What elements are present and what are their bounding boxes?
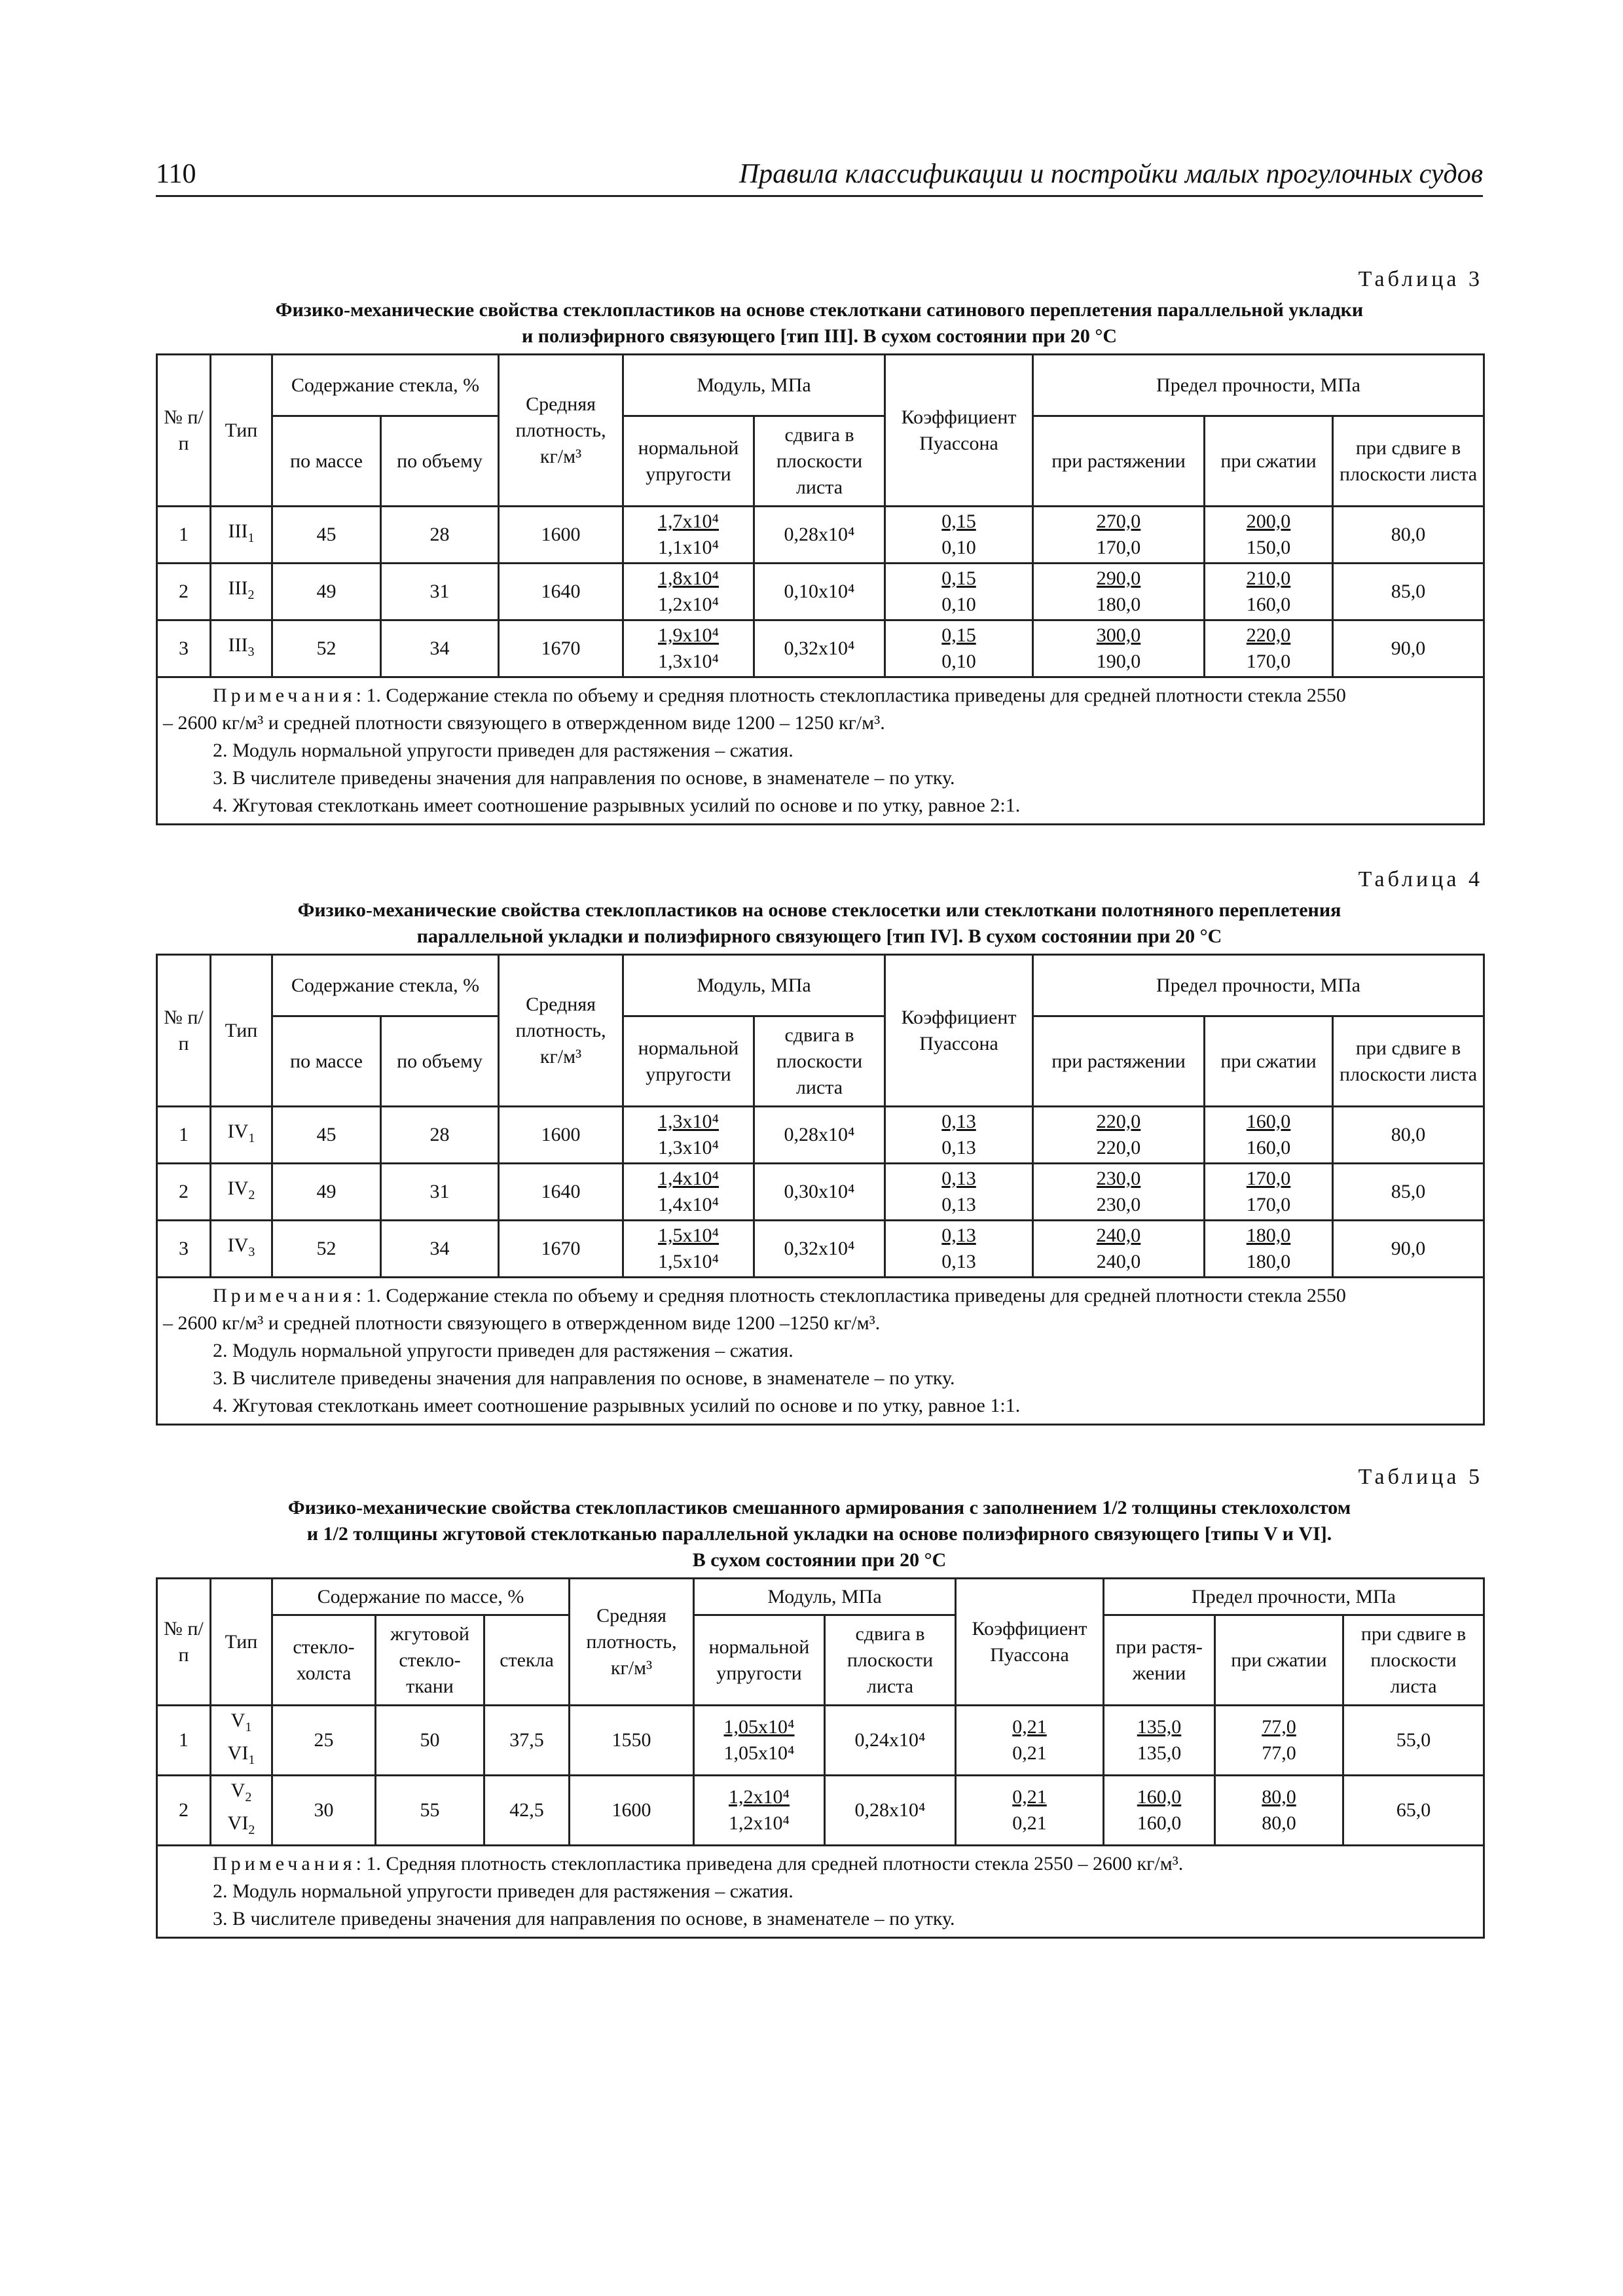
- col-header-density: Средняя плотность, кг/м³: [499, 355, 623, 507]
- table-row: [157, 620, 1484, 677]
- tensile-strength-numerator: 160,0: [1137, 1786, 1182, 1808]
- tensile-strength: [1033, 564, 1205, 620]
- tensile-strength: [1033, 1107, 1205, 1164]
- table-row: [157, 1107, 1484, 1164]
- poisson-ratio-denominator: 0,10: [941, 594, 976, 615]
- tensile-strength-denominator: 170,0: [1096, 537, 1141, 558]
- note-2: 2. Модуль нормальной упругости приведен для растяжения – сжатия.: [213, 740, 793, 761]
- poisson-ratio-numerator: 0,13: [941, 1168, 976, 1189]
- density: 1600: [570, 1776, 694, 1846]
- col-header-by-mass: по массе: [272, 1016, 381, 1107]
- table3-block: [156, 267, 1483, 825]
- type-index: 3: [247, 645, 255, 659]
- poisson-ratio-denominator: 0,13: [941, 1251, 976, 1272]
- note-1: : 1. Средняя плотность стеклопластика приведена для средней плотности стекла 2550 – 2600 кг/м³.: [356, 1853, 1184, 1874]
- col-header-modulus: Модуль, МПа: [623, 955, 885, 1016]
- poisson-ratio-denominator: 0,21: [1012, 1742, 1047, 1764]
- type-name: V: [230, 1780, 246, 1801]
- col-header-poisson: Коэффициент Пуассона: [956, 1579, 1104, 1706]
- col-header-compression: при сжатии: [1215, 1615, 1343, 1706]
- compressive-strength: [1215, 1706, 1343, 1776]
- compressive-strength-denominator: 170,0: [1246, 651, 1291, 672]
- shear-modulus: 0,32x10⁴: [754, 1221, 885, 1278]
- table5-title-line1: Физико-механические свойства стеклопластиков смешанного армирования с заполнением 1/2 толщины стеклохолстом: [287, 1497, 1351, 1518]
- normal-modulus-numerator: 1,7x10⁴: [658, 511, 719, 532]
- col-header-by-mass: по массе: [272, 416, 381, 507]
- poisson-ratio-numerator: 0,15: [941, 624, 976, 646]
- table-row: [157, 507, 1484, 564]
- row-type: [211, 507, 272, 564]
- glass-by-mass: 52: [272, 1221, 381, 1278]
- glass-by-volume: 28: [381, 507, 499, 564]
- glass-mat-content: 30: [272, 1776, 376, 1846]
- shear-modulus: 0,10x10⁴: [754, 564, 885, 620]
- note-1: : 1. Содержание стекла по объему и средняя плотность стеклопластика приведены для средней плотности стекла 2550: [356, 685, 1346, 706]
- compressive-strength-numerator: 80,0: [1262, 1786, 1296, 1808]
- tensile-strength: [1104, 1706, 1215, 1776]
- density: 1550: [570, 1706, 694, 1776]
- page-number: 110: [156, 159, 196, 189]
- col-header-shear-strength: при сдвиге в плоскости листа: [1343, 1615, 1484, 1706]
- compressive-strength-numerator: 180,0: [1246, 1225, 1291, 1246]
- type-index: 2: [248, 1823, 255, 1837]
- normal-modulus: [694, 1706, 825, 1776]
- row-type: [211, 1221, 272, 1278]
- normal-modulus-denominator: 1,3x10⁴: [658, 651, 719, 672]
- page-header: [156, 156, 1483, 197]
- row-number: 3: [157, 620, 211, 677]
- col-header-glass-content: Содержание стекла, %: [272, 955, 499, 1016]
- roving-content: 55: [376, 1776, 484, 1846]
- note-1-cont: – 2600 кг/м³ и средней плотности связующего в отвержденном виде 1200 – 1250 кг/м³.: [163, 712, 885, 734]
- table5-title-line2: и 1/2 толщины жгутовой стеклотканью параллельной укладки на основе полиэфирного связующего [типы V и VI].: [306, 1523, 1332, 1545]
- normal-modulus-numerator: 1,4x10⁴: [658, 1168, 719, 1189]
- row-type: [211, 1107, 272, 1164]
- col-header-glass-mat: стекло-холста: [272, 1615, 376, 1706]
- col-header-compression: при сжатии: [1205, 416, 1333, 507]
- type-line: [215, 1708, 267, 1740]
- shear-strength: 90,0: [1333, 1221, 1484, 1278]
- note-1-cont: – 2600 кг/м³ и средней плотности связующего в отвержденном виде 1200 –1250 кг/м³.: [163, 1312, 881, 1334]
- poisson-ratio-denominator: 0,10: [941, 651, 976, 672]
- shear-strength: 85,0: [1333, 564, 1484, 620]
- tensile-strength-numerator: 300,0: [1096, 624, 1141, 646]
- glass-by-mass: 45: [272, 507, 381, 564]
- table5-notes: [157, 1846, 1484, 1938]
- note-2: 2. Модуль нормальной упругости приведен для растяжения – сжатия.: [213, 1880, 793, 1902]
- compressive-strength-denominator: 180,0: [1246, 1251, 1291, 1272]
- type-index: 1: [248, 1131, 255, 1145]
- compressive-strength: [1205, 1164, 1333, 1221]
- type-name: III: [228, 634, 248, 656]
- note-4: 4. Жгутовая стеклоткань имеет соотношение разрывных усилий по основе и по утку, равное 1:1.: [213, 1395, 1021, 1416]
- note-3: 3. В числителе приведены значения для направления по основе, в знаменателе – по утку.: [213, 1908, 955, 1929]
- tensile-strength: [1104, 1776, 1215, 1846]
- type-name: IV: [227, 1121, 249, 1142]
- col-header-num: № п/п: [157, 355, 211, 507]
- table4: [156, 954, 1485, 1426]
- type-line: [215, 1740, 267, 1773]
- col-header-type: Тип: [211, 1579, 272, 1706]
- row-number: 3: [157, 1221, 211, 1278]
- normal-modulus-numerator: 1,2x10⁴: [729, 1786, 790, 1808]
- poisson-ratio: [885, 507, 1033, 564]
- glass-by-mass: 49: [272, 1164, 381, 1221]
- type-index: 2: [248, 1188, 255, 1202]
- density: 1600: [499, 507, 623, 564]
- normal-modulus: [623, 1221, 754, 1278]
- col-header-num: № п/п: [157, 1579, 211, 1706]
- note-4: 4. Жгутовая стеклоткань имеет соотношение разрывных усилий по основе и по утку, равное 2:1.: [213, 795, 1021, 816]
- col-header-strength: Предел прочности, МПа: [1104, 1579, 1484, 1615]
- compressive-strength: [1205, 1107, 1333, 1164]
- compressive-strength: [1205, 1221, 1333, 1278]
- compressive-strength-denominator: 160,0: [1246, 594, 1291, 615]
- col-header-shear-modulus: сдвига в плоскости листа: [754, 416, 885, 507]
- tensile-strength-denominator: 230,0: [1096, 1194, 1141, 1215]
- normal-modulus-denominator: 1,2x10⁴: [658, 594, 719, 615]
- col-header-glass-content: Содержание стекла, %: [272, 355, 499, 416]
- poisson-ratio-numerator: 0,21: [1012, 1786, 1047, 1808]
- shear-strength: 65,0: [1343, 1776, 1484, 1846]
- compressive-strength: [1215, 1776, 1343, 1846]
- row-type: [211, 1706, 272, 1776]
- shear-modulus: 0,24x10⁴: [825, 1706, 956, 1776]
- col-header-tension: при растя-жении: [1104, 1615, 1215, 1706]
- glass-by-volume: 34: [381, 1221, 499, 1278]
- normal-modulus-denominator: 1,5x10⁴: [658, 1251, 719, 1272]
- poisson-ratio: [956, 1776, 1104, 1846]
- type-name: VI: [227, 1812, 249, 1834]
- table3-label: Таблица 3: [1358, 267, 1483, 291]
- table-row: [157, 1776, 1484, 1846]
- compressive-strength-denominator: 77,0: [1262, 1742, 1296, 1764]
- type-line: [215, 1810, 267, 1843]
- poisson-ratio: [885, 1164, 1033, 1221]
- normal-modulus: [623, 564, 754, 620]
- tensile-strength-denominator: 220,0: [1096, 1137, 1141, 1158]
- type-name: V: [230, 1710, 246, 1731]
- col-header-poisson: Коэффициент Пуассона: [885, 955, 1033, 1107]
- col-header-modulus: Модуль, МПа: [694, 1579, 956, 1615]
- note-3: 3. В числителе приведены значения для направления по основе, в знаменателе – по утку.: [213, 767, 955, 789]
- table-row: [157, 1221, 1484, 1278]
- col-header-compression: при сжатии: [1205, 1016, 1333, 1107]
- row-type: [211, 620, 272, 677]
- normal-modulus-denominator: 1,05x10⁴: [723, 1742, 795, 1764]
- compressive-strength-denominator: 170,0: [1246, 1194, 1291, 1215]
- glass-content: 42,5: [484, 1776, 570, 1846]
- col-header-normal-modulus: нормальной упругости: [623, 1016, 754, 1107]
- normal-modulus-denominator: 1,1x10⁴: [658, 537, 719, 558]
- tensile-strength-denominator: 135,0: [1137, 1742, 1182, 1764]
- tensile-strength-numerator: 230,0: [1096, 1168, 1141, 1189]
- normal-modulus: [623, 1164, 754, 1221]
- normal-modulus-numerator: 1,3x10⁴: [658, 1111, 719, 1132]
- compressive-strength-denominator: 160,0: [1246, 1137, 1291, 1158]
- normal-modulus-numerator: 1,9x10⁴: [658, 624, 719, 646]
- table3-notes: [157, 677, 1484, 825]
- type-index: 1: [247, 531, 255, 545]
- compressive-strength: [1205, 507, 1333, 564]
- col-header-type: Тип: [211, 955, 272, 1107]
- tensile-strength-numerator: 135,0: [1137, 1716, 1182, 1738]
- normal-modulus-denominator: 1,4x10⁴: [658, 1194, 719, 1215]
- col-header-shear-strength: при сдвиге в плоскости листа: [1333, 416, 1484, 507]
- col-header-normal-modulus: нормальной упругости: [694, 1615, 825, 1706]
- col-header-roving-fabric: жгутовой стекло-ткани: [376, 1615, 484, 1706]
- table5-body: [157, 1706, 1484, 1846]
- col-header-shear-modulus: сдвига в плоскости листа: [754, 1016, 885, 1107]
- shear-modulus: 0,28x10⁴: [754, 507, 885, 564]
- table4-block: [156, 867, 1483, 1426]
- poisson-ratio: [885, 1221, 1033, 1278]
- poisson-ratio-numerator: 0,15: [941, 567, 976, 589]
- type-name: VI: [227, 1742, 249, 1764]
- row-number: 2: [157, 1776, 211, 1846]
- tensile-strength: [1033, 1164, 1205, 1221]
- poisson-ratio: [885, 1107, 1033, 1164]
- col-header-tension: при растяжении: [1033, 416, 1205, 507]
- normal-modulus: [623, 620, 754, 677]
- shear-strength: 80,0: [1333, 507, 1484, 564]
- tensile-strength: [1033, 1221, 1205, 1278]
- col-header-shear-modulus: сдвига в плоскости листа: [825, 1615, 956, 1706]
- type-index: 3: [248, 1245, 255, 1259]
- compressive-strength-denominator: 150,0: [1246, 537, 1291, 558]
- col-header-glass: стекла: [484, 1615, 570, 1706]
- normal-modulus-denominator: 1,2x10⁴: [729, 1812, 790, 1834]
- normal-modulus-numerator: 1,5x10⁴: [658, 1225, 719, 1246]
- col-header-tension: при растяжении: [1033, 1016, 1205, 1107]
- compressive-strength-numerator: 160,0: [1246, 1111, 1291, 1132]
- normal-modulus-numerator: 1,05x10⁴: [723, 1716, 795, 1738]
- shear-strength: 85,0: [1333, 1164, 1484, 1221]
- col-header-mass-content: Содержание по массе, %: [272, 1579, 570, 1615]
- table4-body: [157, 1107, 1484, 1278]
- type-index: 2: [247, 588, 255, 602]
- row-number: 1: [157, 1107, 211, 1164]
- row-number: 1: [157, 1706, 211, 1776]
- row-type: [211, 564, 272, 620]
- type-line: [215, 1778, 267, 1810]
- table5: [156, 1577, 1485, 1939]
- type-index: 1: [245, 1720, 252, 1734]
- glass-by-volume: 31: [381, 564, 499, 620]
- tensile-strength-denominator: 240,0: [1096, 1251, 1141, 1272]
- compressive-strength: [1205, 620, 1333, 677]
- compressive-strength-numerator: 77,0: [1262, 1716, 1296, 1738]
- shear-strength: 80,0: [1333, 1107, 1484, 1164]
- col-header-shear-strength: при сдвиге в плоскости листа: [1333, 1016, 1484, 1107]
- poisson-ratio: [885, 620, 1033, 677]
- normal-modulus: [623, 1107, 754, 1164]
- density: 1600: [499, 1107, 623, 1164]
- col-header-by-volume: по объему: [381, 416, 499, 507]
- row-type: [211, 1776, 272, 1846]
- row-number: 2: [157, 564, 211, 620]
- density: 1640: [499, 564, 623, 620]
- compressive-strength-denominator: 80,0: [1262, 1812, 1296, 1834]
- type-name: III: [228, 577, 248, 599]
- shear-strength: 90,0: [1333, 620, 1484, 677]
- col-header-poisson: Коэффициент Пуассона: [885, 355, 1033, 507]
- col-header-density: Средняя плотность, кг/м³: [570, 1579, 694, 1706]
- table4-title-line1: Физико-механические свойства стеклопластиков на основе стеклосетки или стеклоткани полотняного переплетения: [297, 899, 1341, 921]
- col-header-by-volume: по объему: [381, 1016, 499, 1107]
- note-1: : 1. Содержание стекла по объему и средняя плотность стеклопластика приведены для средней плотности стекла 2550: [356, 1285, 1346, 1306]
- poisson-ratio-numerator: 0,21: [1012, 1716, 1047, 1738]
- normal-modulus: [694, 1776, 825, 1846]
- poisson-ratio: [885, 564, 1033, 620]
- notes-label: Примечания: [213, 685, 356, 706]
- table3-title-line2: и полиэфирного связующего [тип III]. В сухом состоянии при 20 °С: [521, 325, 1118, 347]
- glass-by-mass: 52: [272, 620, 381, 677]
- compressive-strength-numerator: 210,0: [1246, 567, 1291, 589]
- shear-modulus: 0,30x10⁴: [754, 1164, 885, 1221]
- roving-content: 50: [376, 1706, 484, 1776]
- table-row: [157, 564, 1484, 620]
- type-name: III: [228, 520, 248, 542]
- table4-notes: [157, 1278, 1484, 1425]
- shear-modulus: 0,28x10⁴: [754, 1107, 885, 1164]
- tensile-strength: [1033, 620, 1205, 677]
- col-header-type: Тип: [211, 355, 272, 507]
- compressive-strength-numerator: 200,0: [1246, 511, 1291, 532]
- poisson-ratio-denominator: 0,10: [941, 537, 976, 558]
- type-index: 1: [248, 1753, 255, 1767]
- table4-label: Таблица 4: [1358, 867, 1483, 891]
- glass-by-mass: 45: [272, 1107, 381, 1164]
- compressive-strength: [1205, 564, 1333, 620]
- tensile-strength-numerator: 220,0: [1096, 1111, 1141, 1132]
- row-type: [211, 1164, 272, 1221]
- poisson-ratio-denominator: 0,13: [941, 1137, 976, 1158]
- density: 1670: [499, 1221, 623, 1278]
- notes-label: Примечания: [213, 1285, 356, 1306]
- running-title: Правила классификации и постройки малых прогулочных судов: [739, 159, 1483, 189]
- table5-block: [156, 1465, 1483, 1939]
- glass-by-mass: 49: [272, 564, 381, 620]
- glass-mat-content: 25: [272, 1706, 376, 1776]
- poisson-ratio-numerator: 0,13: [941, 1111, 976, 1132]
- glass-content: 37,5: [484, 1706, 570, 1776]
- table5-label: Таблица 5: [1358, 1465, 1483, 1489]
- tensile-strength-denominator: 190,0: [1096, 651, 1141, 672]
- note-2: 2. Модуль нормальной упругости приведен для растяжения – сжатия.: [213, 1340, 793, 1361]
- tensile-strength-denominator: 160,0: [1137, 1812, 1182, 1834]
- poisson-ratio-numerator: 0,13: [941, 1225, 976, 1246]
- shear-strength: 55,0: [1343, 1706, 1484, 1776]
- col-header-modulus: Модуль, МПа: [623, 355, 885, 416]
- tensile-strength-numerator: 270,0: [1096, 511, 1141, 532]
- density: 1640: [499, 1164, 623, 1221]
- poisson-ratio-numerator: 0,15: [941, 511, 976, 532]
- table5-title-line3: В сухом состоянии при 20 °С: [692, 1549, 947, 1571]
- col-header-num: № п/п: [157, 955, 211, 1107]
- table3-body: [157, 507, 1484, 677]
- notes-label: Примечания: [213, 1853, 356, 1874]
- col-header-normal-modulus: нормальной упругости: [623, 416, 754, 507]
- table-row: [157, 1164, 1484, 1221]
- normal-modulus: [623, 507, 754, 564]
- compressive-strength-numerator: 220,0: [1246, 624, 1291, 646]
- glass-by-volume: 34: [381, 620, 499, 677]
- glass-by-volume: 31: [381, 1164, 499, 1221]
- col-header-density: Средняя плотность, кг/м³: [499, 955, 623, 1107]
- normal-modulus-numerator: 1,8x10⁴: [658, 567, 719, 589]
- poisson-ratio-denominator: 0,13: [941, 1194, 976, 1215]
- type-name: IV: [227, 1177, 249, 1199]
- table4-title-line2: параллельной укладки и полиэфирного связующего [тип IV]. В сухом состоянии при 20 °С: [416, 925, 1222, 947]
- type-index: 2: [245, 1790, 252, 1804]
- col-header-strength: Предел прочности, МПа: [1033, 955, 1484, 1016]
- glass-by-volume: 28: [381, 1107, 499, 1164]
- type-name: IV: [227, 1234, 249, 1256]
- note-3: 3. В числителе приведены значения для направления по основе, в знаменателе – по утку.: [213, 1367, 955, 1389]
- tensile-strength-numerator: 290,0: [1096, 567, 1141, 589]
- density: 1670: [499, 620, 623, 677]
- compressive-strength-numerator: 170,0: [1246, 1168, 1291, 1189]
- shear-modulus: 0,32x10⁴: [754, 620, 885, 677]
- row-number: 1: [157, 507, 211, 564]
- table3: [156, 353, 1485, 825]
- table-row: [157, 1706, 1484, 1776]
- poisson-ratio: [956, 1706, 1104, 1776]
- row-number: 2: [157, 1164, 211, 1221]
- col-header-strength: Предел прочности, МПа: [1033, 355, 1484, 416]
- normal-modulus-denominator: 1,3x10⁴: [658, 1137, 719, 1158]
- poisson-ratio-denominator: 0,21: [1012, 1812, 1047, 1834]
- tensile-strength: [1033, 507, 1205, 564]
- tensile-strength-numerator: 240,0: [1096, 1225, 1141, 1246]
- table3-title-line1: Физико-механические свойства стеклопластиков на основе стеклоткани сатинового переплетения параллельной укладки: [275, 299, 1364, 321]
- shear-modulus: 0,28x10⁴: [825, 1776, 956, 1846]
- tensile-strength-denominator: 180,0: [1096, 594, 1141, 615]
